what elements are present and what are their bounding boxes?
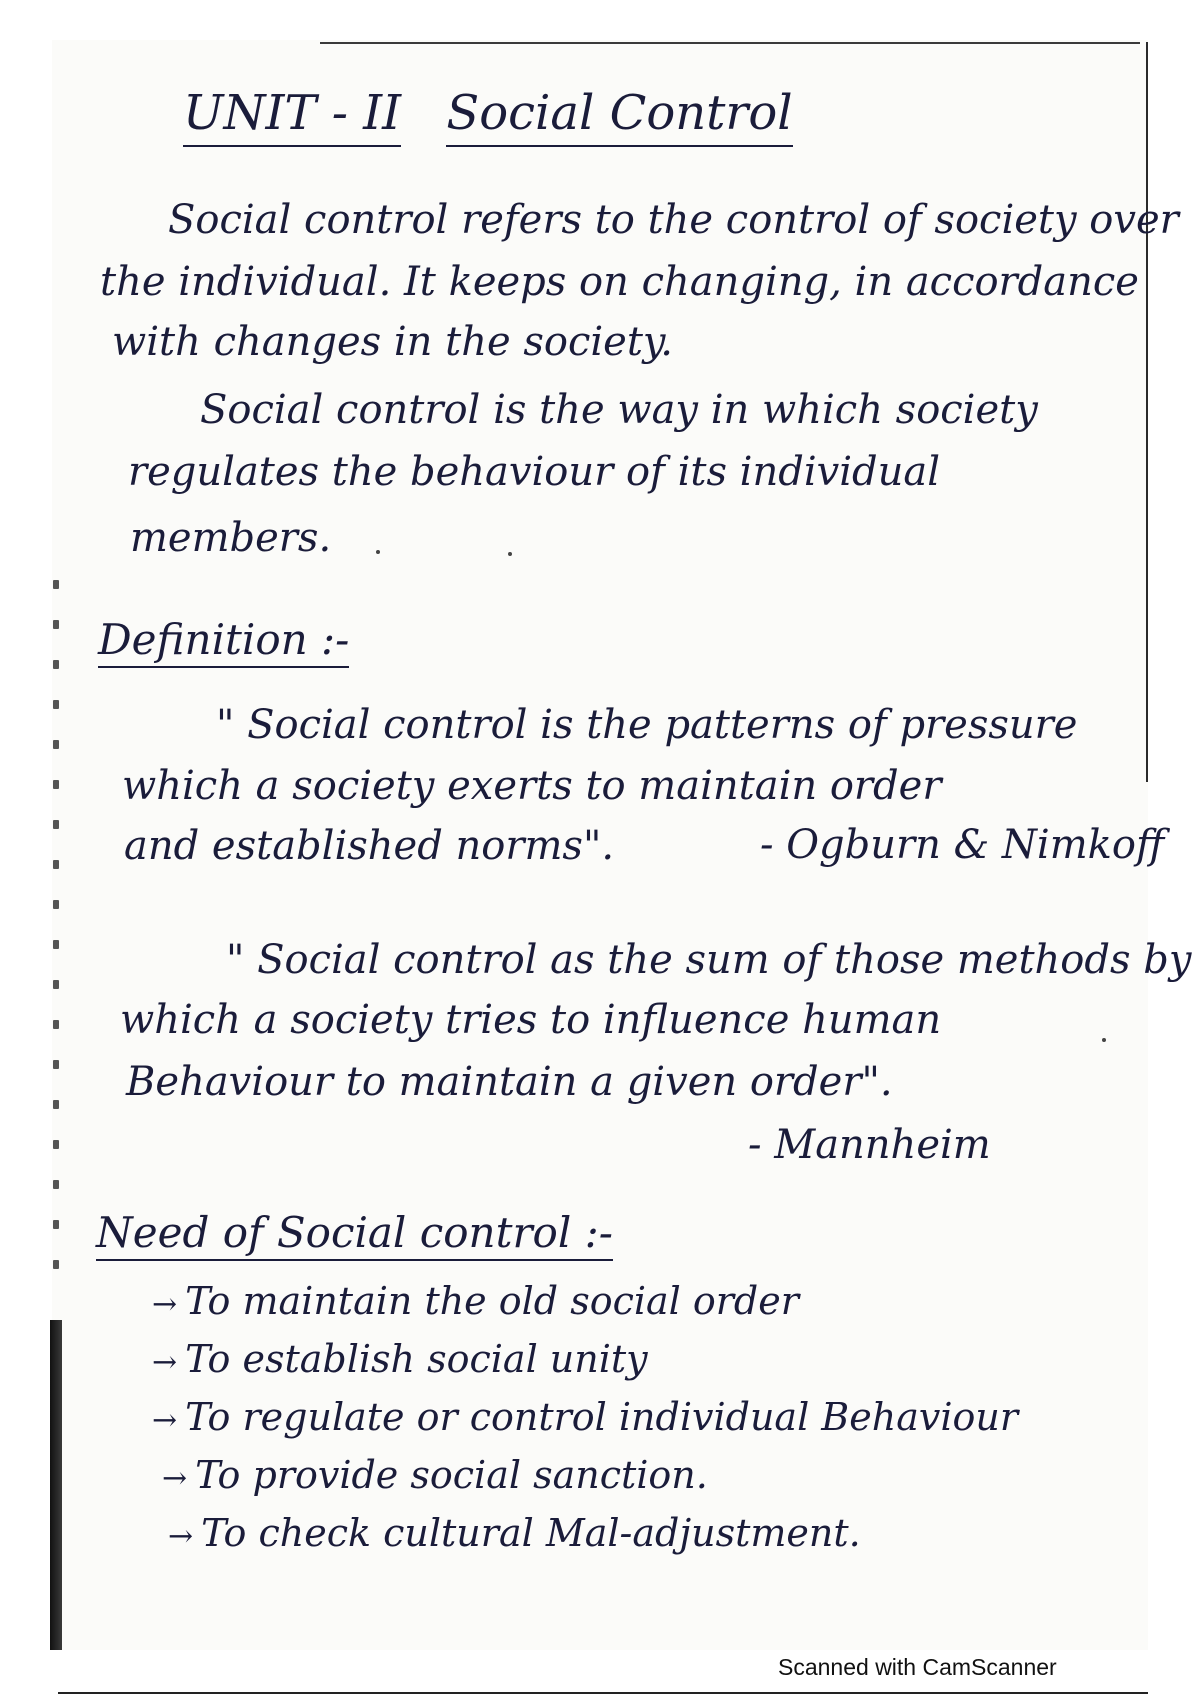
unit-label: UNIT - II (183, 85, 401, 147)
scanner-watermark: Scanned with CamScanner (778, 1654, 1057, 1680)
page-title (183, 85, 793, 147)
intro-p1-line-3: with changes in the society. (112, 319, 673, 365)
arrow-icon: → (168, 1519, 194, 1554)
footer-divider (58, 1692, 1148, 1694)
quote2-line-2: which a society tries to influence human (120, 997, 942, 1043)
paper-right-edge (1146, 42, 1148, 782)
binding-spine (50, 1320, 62, 1650)
arrow-icon: → (162, 1461, 188, 1496)
need-item-3 (152, 1395, 1018, 1439)
intro-p2-line-3: members. (130, 515, 332, 561)
need-item-5-text: To check cultural Mal-adjustment. (201, 1511, 861, 1555)
topic-label: Social Control (446, 85, 792, 147)
quote2-line-3: Behaviour to maintain a given order". (126, 1059, 893, 1105)
arrow-icon: → (152, 1345, 178, 1380)
need-item-4 (162, 1453, 708, 1497)
quote2-author: - Mannheim (748, 1122, 991, 1168)
notebook-binding (50, 580, 64, 1650)
paper-top-edge (320, 42, 1140, 44)
need-item-4-text: To provide social sanction. (195, 1453, 708, 1497)
need-heading: Need of Social control :- (96, 1208, 613, 1261)
need-item-1-text: To maintain the old social order (185, 1279, 799, 1323)
need-item-2-text: To establish social unity (185, 1337, 648, 1381)
arrow-icon: → (152, 1403, 178, 1438)
intro-p2-line-1: Social control is the way in which society (200, 387, 1038, 433)
need-item-1 (152, 1279, 799, 1323)
quote1-line-3: and established norms". (124, 823, 615, 869)
need-item-5 (168, 1511, 861, 1555)
need-item-3-text: To regulate or control individual Behaviour (185, 1395, 1018, 1439)
intro-p2-line-2: regulates the behaviour of its individual (128, 449, 941, 495)
quote2-line-1: " Social control as the sum of those methods by (226, 937, 1192, 983)
intro-p1-line-2: the individual. It keeps on changing, in accordance (100, 259, 1139, 305)
arrow-icon: → (152, 1287, 178, 1322)
intro-p1-line-1: Social control refers to the control of society over (168, 197, 1179, 243)
quote1-line-1: " Social control is the patterns of pressure (216, 702, 1078, 748)
quote1-line-2: which a society exerts to maintain order (122, 763, 942, 809)
need-item-2 (152, 1337, 648, 1381)
definition-heading: Definition :- (98, 615, 349, 668)
quote1-author: - Ogburn & Nimkoff (760, 822, 1165, 868)
